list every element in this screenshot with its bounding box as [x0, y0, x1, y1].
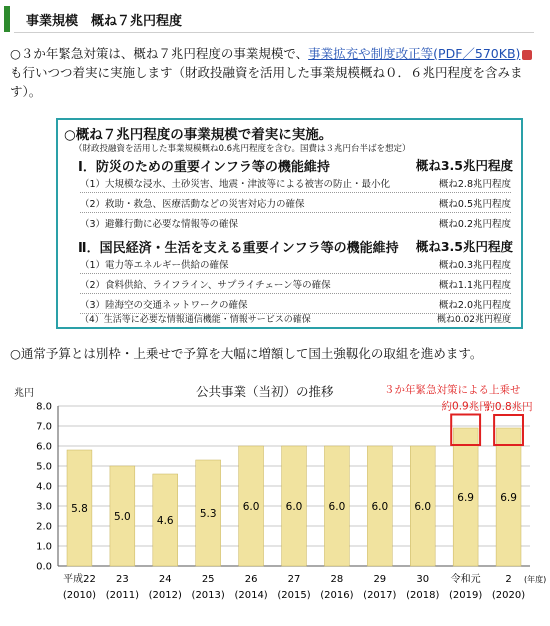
- x-tick-label: 24: [158, 574, 172, 585]
- y-tick-label: 2.0: [36, 521, 52, 533]
- x-tick-sublabel: (2017): [363, 590, 397, 601]
- x-tick-sublabel: (2011): [105, 590, 139, 601]
- list-item: （2）食料供給、ライフライン、サプライチェーン等の確保: [80, 280, 331, 291]
- item-amount: 概ね0.5兆円程度: [438, 199, 511, 210]
- budget-paragraph: ○通常予算とは別枠・上乗せで予算を大幅に増額して国土強靱化の取組を進めます。: [10, 346, 483, 361]
- x-tick-sublabel: (2015): [277, 590, 311, 601]
- y-tick-label: 7.0: [36, 421, 52, 433]
- x-tick-sublabel: (2012): [148, 590, 182, 601]
- section-1-title: Ⅰ．防災のための重要インフラ等の機能維持: [78, 160, 330, 175]
- y-axis-unit: 兆円: [14, 388, 34, 399]
- x-tick-label: 2: [505, 574, 512, 585]
- list-item: （4）生活等に必要な情報通信機能・情報サービスの確保: [80, 315, 311, 325]
- list-item: （1）大規模な浸水、土砂災害、地震・津波等による被害の防止・最小化: [80, 179, 391, 190]
- bar-value-label: 6.9: [500, 492, 517, 504]
- y-tick-label: 5.0: [36, 461, 52, 473]
- list-item: （3）陸海空の交通ネットワークの確保: [80, 300, 248, 311]
- list-item: （3）避難行動に必要な情報等の確保: [80, 219, 239, 230]
- item-amount: 概ね0.2兆円程度: [438, 219, 511, 230]
- item-amount: 概ね2.0兆円程度: [438, 300, 511, 311]
- x-tick-sublabel: (2018): [406, 590, 440, 601]
- x-tick-label: 26: [244, 574, 258, 585]
- pdf-link[interactable]: 事業拡充や制度改正等(PDF／570KB): [308, 46, 521, 61]
- bar-value-label: 5.3: [199, 508, 217, 520]
- item-amount: 概ね2.8兆円程度: [438, 179, 511, 190]
- section-2-title: Ⅱ．国民経済・生活を支える重要インフラ等の機能維持: [78, 241, 399, 256]
- emergency-addon-note: ３か年緊急対策による上乗せ: [384, 384, 521, 396]
- y-tick-label: 8.0: [36, 401, 52, 413]
- x-tick-label: 平成22: [63, 574, 96, 585]
- year-unit-label: (年度): [524, 575, 547, 584]
- bar-value-label: 4.6: [156, 515, 174, 527]
- x-tick-label: 令和元: [450, 574, 481, 585]
- chart-title: 公共事業（当初）の推移: [196, 384, 334, 399]
- addon-value-label: 約0.8兆円: [484, 401, 533, 413]
- x-tick-sublabel: (2020): [491, 590, 526, 601]
- page-title: 事業規模 概ね７兆円程度: [26, 14, 183, 29]
- x-tick-label: 23: [115, 574, 129, 585]
- y-tick-label: 4.0: [36, 481, 52, 493]
- x-tick-label: 25: [201, 574, 215, 585]
- box-title: ○概ね７兆円程度の事業規模で着実に実施。: [64, 127, 333, 143]
- x-tick-sublabel: (2016): [320, 590, 354, 601]
- x-tick-label: 30: [416, 574, 430, 585]
- x-tick-label: 29: [373, 574, 387, 585]
- bar-value-label: 6.0: [285, 501, 303, 513]
- bar-value-label: 6.0: [371, 501, 389, 513]
- bar-value-label: 6.0: [242, 501, 260, 513]
- y-tick-label: 0.0: [36, 561, 52, 573]
- x-tick-label: 28: [330, 574, 344, 585]
- list-item: （1）電力等エネルギー供給の確保: [80, 260, 229, 271]
- section-2-amount: 概ね3.5兆円程度: [415, 239, 513, 254]
- x-tick-label: 27: [287, 574, 301, 585]
- y-tick-label: 6.0: [36, 441, 52, 453]
- y-tick-label: 3.0: [36, 501, 52, 513]
- intro-prefix: ○３か年緊急対策は、概ね７兆円程度の事業規模で、: [10, 46, 309, 61]
- intro-suffix: も行いつつ着実に実施します（財政投融資を活用した事業規模概ね０．６兆円程度を含みます）。: [10, 65, 523, 99]
- item-amount: 概ね0.02兆円程度: [436, 315, 511, 325]
- y-tick-label: 1.0: [36, 541, 52, 553]
- bar-value-label: 6.9: [457, 492, 474, 504]
- box-note: （財政投融資を活用した事業規模概ね0.6兆円程度を含む。国費は３兆円台半ばを想定）: [74, 144, 411, 154]
- x-tick-sublabel: (2014): [234, 590, 268, 601]
- x-tick-sublabel: (2013): [191, 590, 225, 601]
- bar-value-label: 6.0: [414, 501, 432, 513]
- x-tick-sublabel: (2010): [62, 590, 97, 601]
- bar-value-label: 5.0: [114, 511, 131, 523]
- bar-value-label: 5.8: [71, 503, 88, 515]
- list-item: （2）救助・救急、医療活動などの災害対応力の確保: [80, 199, 305, 210]
- bar-value-label: 6.0: [328, 501, 346, 513]
- section-1-amount: 概ね3.5兆円程度: [415, 158, 513, 173]
- item-amount: 概ね1.1兆円程度: [438, 280, 511, 291]
- item-amount: 概ね0.3兆円程度: [438, 260, 511, 271]
- x-tick-sublabel: (2019): [449, 590, 483, 601]
- addon-value-label: 約0.9兆円: [441, 400, 490, 413]
